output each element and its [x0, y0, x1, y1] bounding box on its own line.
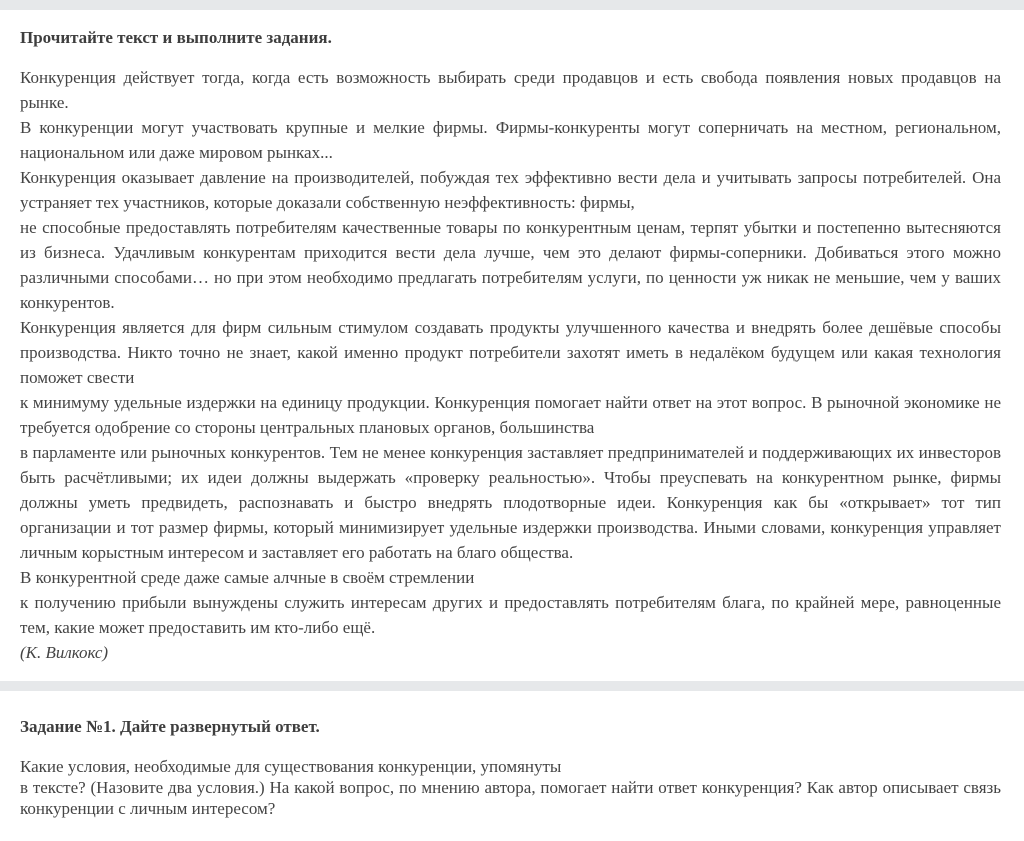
task-question-line: в тексте? (Назовите два условия.) На какой вопрос, по мнению автора, помогает найти ответ конкуренция? Как автор описывает связь конкуренции с личным интересом?	[20, 778, 1001, 818]
passage-paragraph: в парламенте или рыночных конкурентов. Тем не менее конкуренция заставляет предпринимателей и поддерживающих их инвесторов быть расчётливыми; их идеи должны выдержать «проверку реальностью». Чтобы преуспевать на конкурентном рынке, фирмы должны уметь предвидеть, распознавать и быстро внедрять плодотворные идеи. Конкуренция как бы «открывает» тот тип организации и тот размер фирмы, который минимизирует удельные издержки производства. Иными словами, конкуренция управляет личным корыстным интересом и заставляет его работать на благо общества.	[20, 443, 1001, 562]
passage-paragraph: к минимуму удельные издержки на единицу продукции. Конкуренция помогает найти ответ на этот вопрос. В рыночной экономике не требуется одобрение со стороны центральных плановых органов, большинства	[20, 393, 1001, 437]
passage-paragraph: к получению прибыли вынуждены служить интересам других и предоставлять потребителям блага, по крайней мере, равноценные тем, какие может предоставить им кто-либо ещё.	[20, 593, 1001, 637]
task-question-line: Какие условия, необходимые для существования конкуренции, упомянуты	[20, 757, 562, 776]
passage-paragraph: В конкурентной среде даже самые алчные в своём стремлении	[20, 568, 475, 587]
passage-text	[20, 65, 1001, 640]
top-separator-band	[0, 0, 1024, 10]
task-title: Задание №1. Дайте развернутый ответ.	[20, 717, 320, 736]
reading-instruction: Прочитайте текст и выполните задания.	[20, 28, 332, 47]
task-section	[0, 691, 1024, 819]
reading-passage-section	[0, 10, 1024, 681]
passage-paragraph: В конкуренции могут участвовать крупные и мелкие фирмы. Фирмы-конкуренты могут соперничать на местном, региональном, национальном или даже мировом рынках...	[20, 118, 1001, 162]
passage-paragraph: Конкуренция действует тогда, когда есть возможность выбирать среди продавцов и есть свобода появления новых продавцов на рынке.	[20, 68, 1001, 112]
section-divider	[0, 681, 1024, 691]
passage-author: (К. Вилкокс)	[20, 643, 109, 662]
passage-paragraph: Конкуренция оказывает давление на производителей, побуждая тех эффективно вести дела и учитывать запросы потребителей. Она устраняет тех участников, которые доказали собственную неэффективность: фирмы,	[20, 168, 1001, 212]
passage-paragraph: Конкуренция является для фирм сильным стимулом создавать продукты улучшенного качества и внедрять более дешёвые способы производства. Никто точно не знает, какой именно продукт потребители захотят иметь в недалёком будущем или какая технология поможет свести	[20, 318, 1001, 387]
passage-paragraph: не способные предоставлять потребителям качественные товары по конкурентным ценам, терпят убытки и постепенно вытесняются из бизнеса. Удачливым конкурентам приходится вести дела лучше, чем это делают фирмы-соперники. Добиваться этого можно различными способами… но при этом необходимо предлагать потребителям услуги, по ценности уж никак не меньшие, чем у ваших конкурентов.	[20, 218, 1001, 312]
task-question	[20, 756, 1001, 819]
